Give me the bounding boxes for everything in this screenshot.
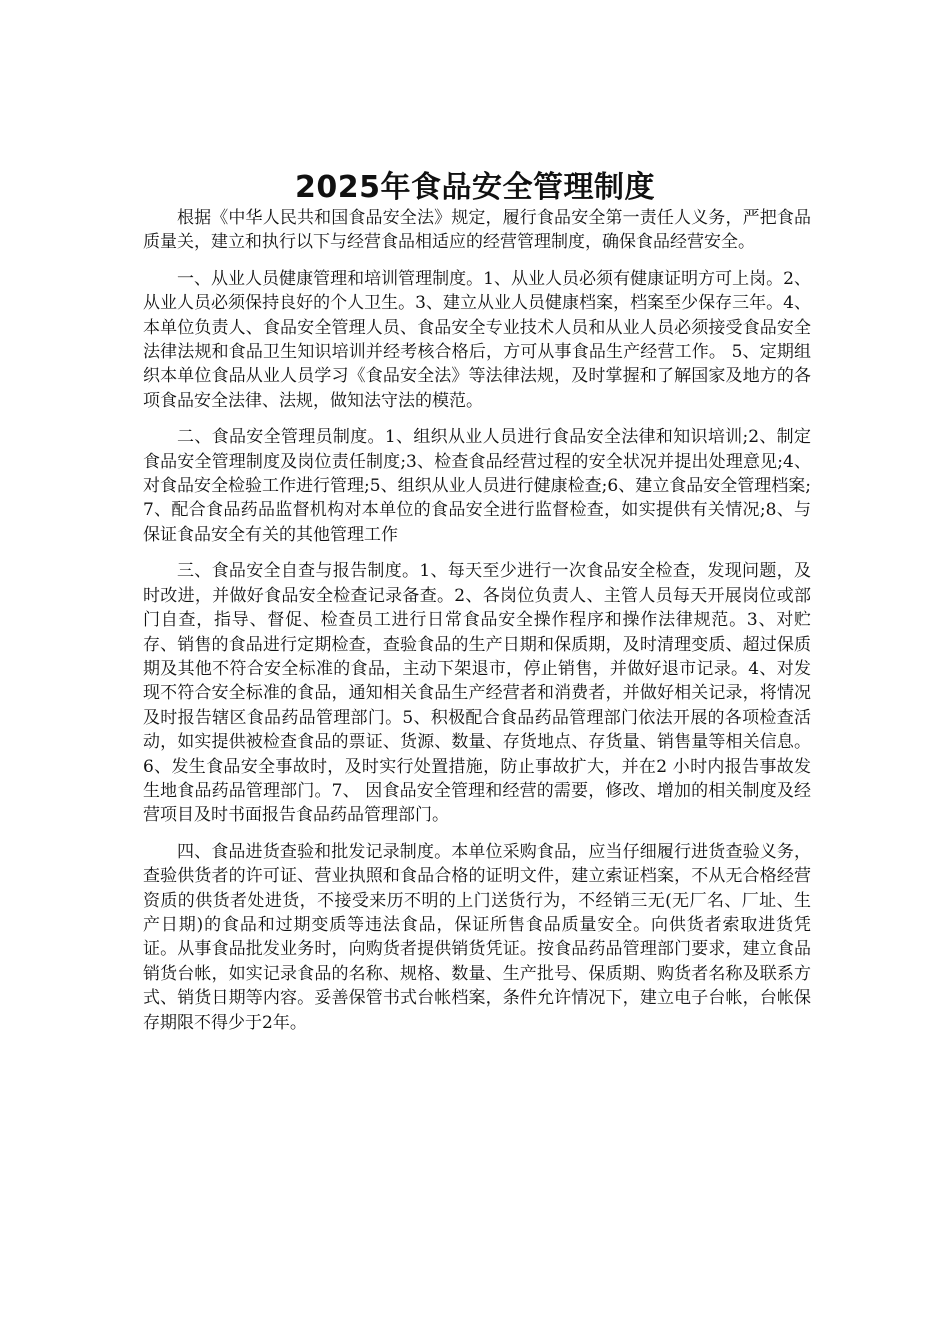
document-body — [143, 206, 811, 1047]
section-4-paragraph: 四、食品进货查验和批发记录制度。本单位采购食品，应当仔细履行进货查验义务，查验供货者的许可证、营业执照和食品合格的证明文件，建立索证档案，不从无合格经营资质的供货者处进货，不接受来历不明的上门送货行为，不经销三无(无厂名、厂址、生产日期)的食品和过期变质等违法食品，保证所售食品质量安全。向供货者索取进货凭证。从事食品批发业务时，向购货者提供销货凭证。按食品药品管理部门要求，建立食品销货台帐，如实记录食品的名称、规格、数量、生产批号、保质期、购货者名称及联系方式、销货日期等内容。妥善保管书式台帐档案，条件允许情况下，建立电子台帐，台帐保存期限不得少于2年。 — [143, 841, 811, 1033]
section-2-paragraph: 二、食品安全管理员制度。1、组织从业人员进行食品安全法律和知识培训;2、制定食品安全管理制度及岗位责任制度;3、检查食品经营过程的安全状况并提出处理意见;4、对食品安全检验工作进行管理;5、组织从业人员进行健康检查;6、建立食品安全管理档案;7、配合食品药品监督机构对本单位的食品安全进行监督检查，如实提供有关情况;8、与保证食品安全有关的其他管理工作 — [143, 427, 811, 545]
document-title: 2025年食品安全管理制度 — [295, 170, 655, 206]
section-1-paragraph: 一、从业人员健康管理和培训管理制度。1、从业人员必须有健康证明方可上岗。2、从业人员必须保持良好的个人卫生。3、建立从业人员健康档案，档案至少保存三年。4、本单位负责人、食品安全管理人员、食品安全专业技术人员和从业人员必须接受食品安全法律法规和食品卫生知识培训并经考核合格后，方可从事食品生产经营工作。 5、定期组织本单位食品从业人员学习《食品安全法》等法律法规，及时掌握和了解国家及地方的各项食品安全法律、法规，做知法守法的模范。 — [143, 268, 811, 411]
section-3-paragraph: 三、食品安全自查与报告制度。1、每天至少进行一次食品安全检查，发现问题，及时改进，并做好食品安全检查记录备查。2、各岗位负责人、主管人员每天开展岗位或部门自查，指导、督促、检查员工进行日常食品安全操作程序和操作法律规范。3、对贮存、销售的食品进行定期检查，查验食品的生产日期和保质期，及时清理变质、超过保质期及其他不符合安全标准的食品，主动下架退市，停止销售，并做好退市记录。4、对发现不符合安全标准的食品，通知相关食品生产经营者和消费者，并做好相关记录，将情况及时报告辖区食品药品管理部门。5、积极配合食品药品管理部门依法开展的各项检查活动，如实提供被检查食品的票证、货源、数量、存货地点、存货量、销售量等相关信息。6、发生食品安全事故时，及时实行处置措施，防止事故扩大，并在2 小时内报告事故发生地食品药品管理部门。7、 因食品安全管理和经营的需要，修改、增加的相关制度及经营项目及时书面报告食品药品管理部门。 — [143, 561, 811, 826]
intro-paragraph: 根据《中华人民共和国食品安全法》规定，履行食品安全第一责任人义务，严把食品质量关，建立和执行以下与经营食品相适应的经营管理制度，确保食品经营安全。 — [143, 208, 811, 253]
